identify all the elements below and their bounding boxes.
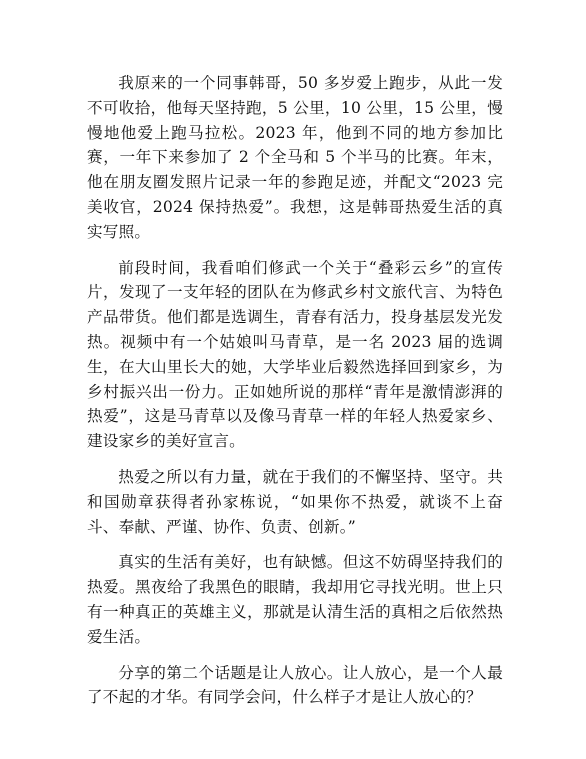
paragraph-2: 前段时间，我看咱们修武一个关于“叠彩云乡”的宣传片，发现了一支年轻的团队在为修武乡村文旅代言、为特色产品带货。他们都是选调生，青春有活力，投身基层发光发热。视频中有一个姑娘叫马青草，是一名 2023 届的选调生，在大山里长大的她，大学毕业后毅然选择回到家乡，为乡村振兴出一份力。正如她所说的那样“青年是激情澎湃的热爱”，这是马青草以及像马青草一样的年轻人热爱家乡、建设家乡的美好宣言。 bbox=[87, 258, 503, 451]
paragraph-5: 分享的第二个话题是让人放心。让人放心，是一个人最了不起的才华。有同学会问，什么样子才是让人放心的？ bbox=[87, 663, 503, 707]
paragraph-4: 真实的生活有美好，也有缺憾。但这不妨碍坚持我们的热爱。黑夜给了我黑色的眼睛，我却用它寻找光明。世上只有一种真正的英雄主义，那就是认清生活的真相之后依然热爱生活。 bbox=[87, 553, 503, 646]
paragraph-1: 我原来的一个同事韩哥，50 多岁爱上跑步，从此一发不可收拾，他每天坚持跑，5 公里，10 公里，15 公里，慢慢地他爱上跑马拉松。2023 年，他到不同的地方参加比赛，一年下来参加了 2 个全马和 5 个半马的比赛。年末，他在朋友圈发照片记录一年的参跑足迹，并配文“2023 完美收官，2024 保持热爱”。我想，这是韩哥热爱生活的真实写照。 bbox=[87, 74, 503, 241]
paragraph-3: 热爱之所以有力量，就在于我们的不懈坚持、坚守。共和国勋章获得者孙家栋说，“如果你不热爱，就谈不上奋斗、奉献、严谨、协作、负责、创新。” bbox=[87, 467, 503, 536]
document-body bbox=[87, 71, 503, 721]
